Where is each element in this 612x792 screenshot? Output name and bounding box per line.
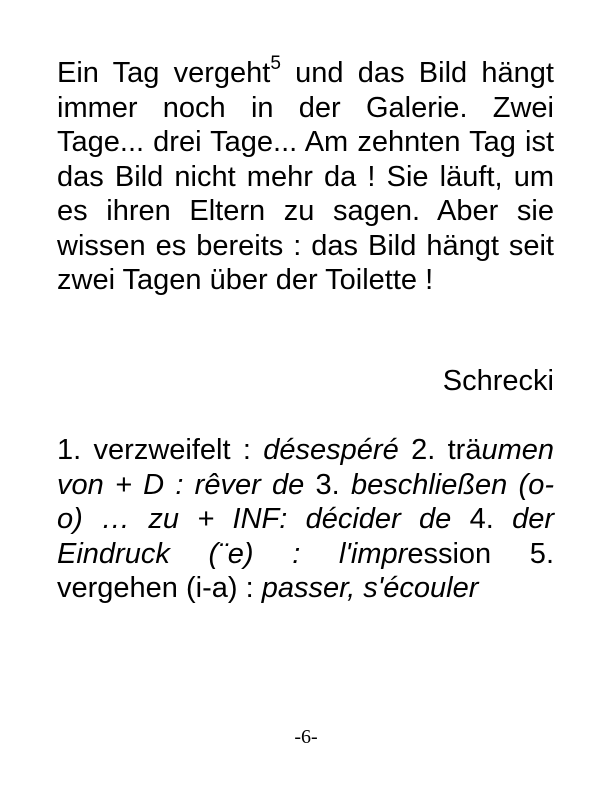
vocabulary-notes bbox=[57, 433, 554, 606]
note-2-lead: 2. trä bbox=[398, 434, 482, 466]
note-2-rest: umen von + D : rêver de bbox=[57, 434, 554, 501]
note-4-tail: ession bbox=[407, 537, 492, 570]
story-text-part2: und das Bild hängt immer noch in der Galerie. Zwei Tage... drei Tage... Am zehnten Tag ist das Bild nicht mehr da ! Sie läuft, um es ihren Eltern zu sagen. Aber sie wissen es bereits : das Bild hängt seit zwei Tagen über der Toilette ! bbox=[57, 57, 554, 296]
note-5-french: passer, s'écouler bbox=[261, 572, 479, 604]
story-text-part1: Ein Tag vergeht bbox=[57, 57, 271, 89]
page-number: -6- bbox=[294, 726, 318, 748]
note-5-text: 5. vergehen (i-a) : bbox=[57, 537, 554, 604]
note-3-text: beschließen (o-o) … zu + INF: décider de bbox=[57, 468, 554, 535]
note-1-french: désespéré bbox=[263, 434, 399, 466]
author-signature: Schrecki bbox=[442, 365, 554, 397]
note-4-number: 4. bbox=[451, 503, 513, 535]
note-4-text: der Eindruck (¨e) : l'impr bbox=[57, 503, 554, 570]
note-1-german: 1. verzweifelt : bbox=[57, 434, 264, 466]
note-3-number: 3. bbox=[304, 468, 351, 501]
footnote-reference: 5 bbox=[270, 53, 281, 74]
story-paragraph bbox=[57, 53, 554, 298]
